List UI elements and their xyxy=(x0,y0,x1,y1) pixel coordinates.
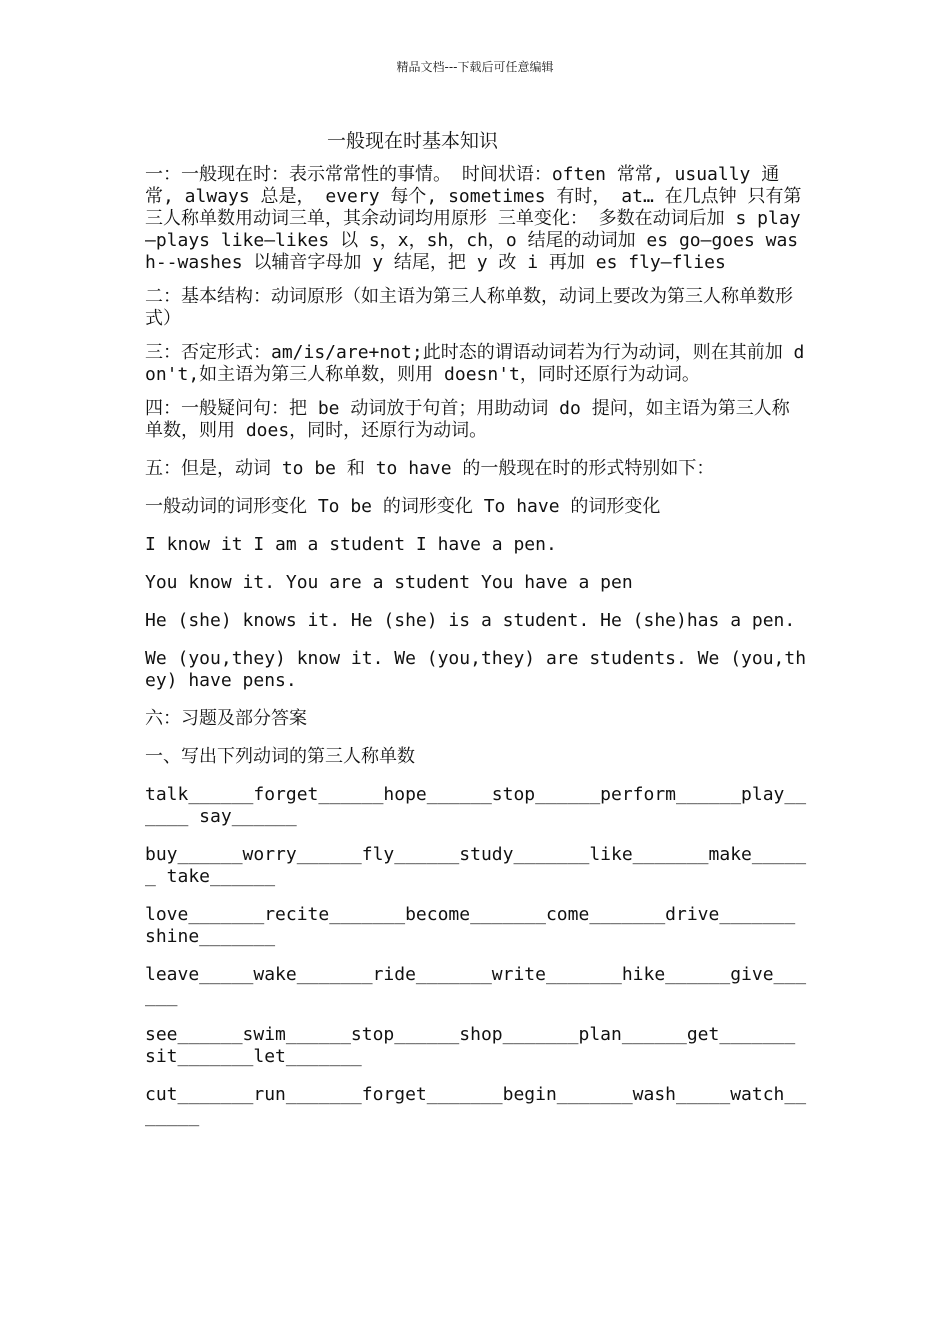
example-line-3: He (she) knows it. He (she) is a student. He (she)has a pen. xyxy=(145,610,796,631)
example-line-1: I know it I am a student I have a pen. xyxy=(145,534,557,555)
exercise-line-1: talk______forget______hope______stop______perform______play______ say______ xyxy=(145,784,807,827)
section-2-paragraph: 二：基本结构：动词原形（如主语为第三人称单数，动词上要改为第三人称单数形式） xyxy=(145,286,793,329)
section-1-paragraph: 一：一般现在时：表示常常性的事情。 时间状语：often 常常, usually 通常, always 总是， every 每个, sometimes 有时， at… 在几点钟 只有第三人称单数用动词三单，其余动词均用原形 三单变化： 多数在动词后加 s play—plays like—likes 以 s，x，sh，ch，o 结尾的动词加 es go—goes wash--washes 以辅音字母加 y 结尾，把 y 改 i 再加 es fly—flies xyxy=(145,164,802,273)
exercise-line-5: see______swim______stop______shop_______plan______get_______ sit_______let_______ xyxy=(145,1024,807,1067)
exercise-line-6: cut_______run_______forget_______begin_______wash_____watch_______ xyxy=(145,1084,807,1127)
table-heading-line: 一般动词的词形变化 To be 的词形变化 To have 的词形变化 xyxy=(145,496,661,517)
section-3-paragraph: 三：否定形式：am/is/are+not;此时态的谓语动词若为行为动词，则在其前加 don't,如主语为第三人称单数，则用 doesn't，同时还原行为动词。 xyxy=(145,342,805,385)
example-line-2: You know it. You are a student You have a pen xyxy=(145,572,633,593)
section-5-paragraph: 五：但是，动词 to be 和 to have 的一般现在时的形式特别如下： xyxy=(145,458,715,479)
document-title: 一般现在时基本知识 xyxy=(326,130,498,152)
exercise-line-3: love_______recite_______become_______come_______drive_______ shine_______ xyxy=(145,904,807,947)
section-6-heading: 六：习题及部分答案 xyxy=(145,708,307,729)
exercise-line-4: leave_____wake_______ride_______write_______hike______give______ xyxy=(145,964,807,1007)
section-4-paragraph: 四：一般疑问句：把 be 动词放于句首；用助动词 do 提问，如主语为第三人称单数，则用 does，同时，还原行为动词。 xyxy=(145,398,790,441)
exercise-line-2: buy______worry______fly______study_______like_______make______ take______ xyxy=(145,844,807,887)
document-body xyxy=(145,164,807,1144)
example-line-4: We (you,they) know it. We (you,they) are students. We (you,they) have pens. xyxy=(145,648,807,691)
page-header: 精品文档---下载后可任意编辑 xyxy=(396,60,554,74)
exercise-1-title: 一、写出下列动词的第三人称单数 xyxy=(145,746,415,767)
